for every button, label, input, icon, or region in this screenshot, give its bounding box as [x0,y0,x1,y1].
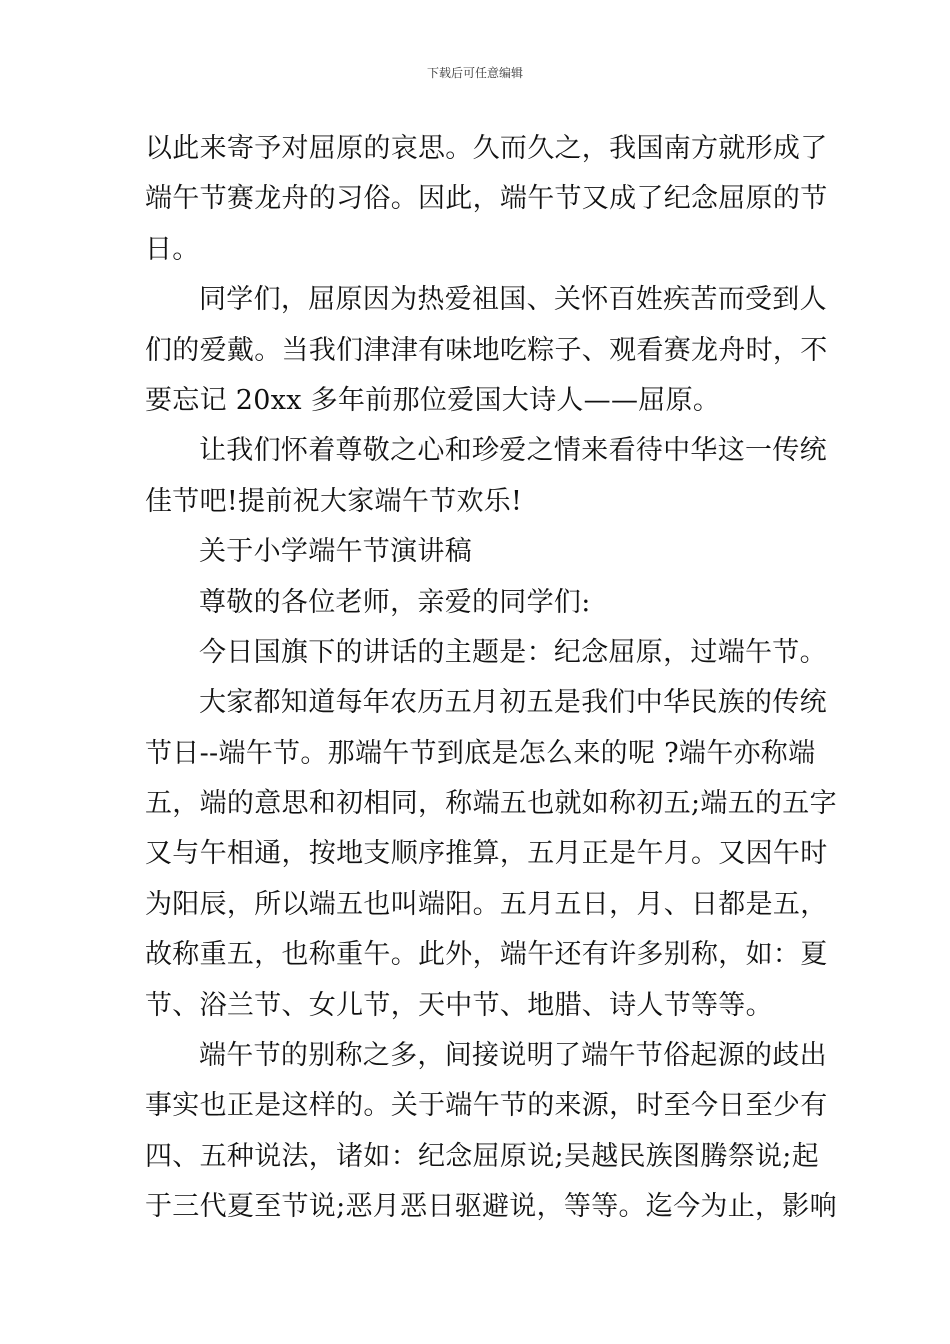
paragraph-start-line: 让我们怀着尊敬之心和珍爱之情来看待中华这一传统 [199,435,827,467]
page-header: 下载后可任意编辑 [426,66,523,80]
text-line: 们的爱戴。当我们津津有味地吃粽子、观看赛龙舟时，不 [145,334,828,366]
text-line: 事实也正是这样的。关于端午节的来源，时至今日至少有 [145,1090,828,1122]
text-line: 佳节吧!提前祝大家端午节欢乐! [145,485,523,517]
text-line: 又与午相通，按地支顺序推算，五月正是午月。又因午时 [145,838,828,870]
section-title: 关于小学端午节演讲稿 [199,536,472,568]
text-line: 要忘记 20xx 多年前那位爱国大诗人——屈原。 [145,384,721,416]
text-line: 为阳辰，所以端五也叫端阳。五月五日，月、日都是五， [145,888,828,920]
paragraph-start-line: 端午节的别称之多，间接说明了端午节俗起源的歧出 [199,1040,827,1072]
text-line: 四、五种说法，诸如：纪念屈原说;吴越民族图腾祭说;起 [145,1140,819,1172]
text-line: 节日--端午节。那端午节到底是怎么来的呢 ?端午亦称端 [145,737,816,769]
text-line: 日。 [145,233,200,265]
paragraph-start-line: 今日国旗下的讲话的主题是：纪念屈原，过端午节。 [199,636,827,668]
salutation-line: 尊敬的各位老师，亲爱的同学们: [199,586,591,618]
text-line: 于三代夏至节说;恶月恶日驱避说，等等。迄今为止，影响 [145,1191,837,1223]
paragraph-start-line: 大家都知道每年农历五月初五是我们中华民族的传统 [199,687,827,719]
body-text [145,124,837,1233]
text-line: 五，端的意思和初相同，称端五也就如称初五;端五的五字 [145,788,837,820]
text-line: 以此来寄予对屈原的哀思。久而久之，我国南方就形成了 [145,133,828,164]
paragraph-start-line: 同学们，屈原因为热爱祖国、关怀百姓疾苦而受到人 [199,284,827,316]
text-line: 故称重五，也称重午。此外，端午还有许多别称，如：夏 [145,939,828,971]
text-line: 端午节赛龙舟的习俗。因此，端午节又成了纪念屈原的节 [145,183,828,215]
text-line: 节、浴兰节、女儿节，天中节、地腊、诗人节等等。 [145,989,773,1021]
